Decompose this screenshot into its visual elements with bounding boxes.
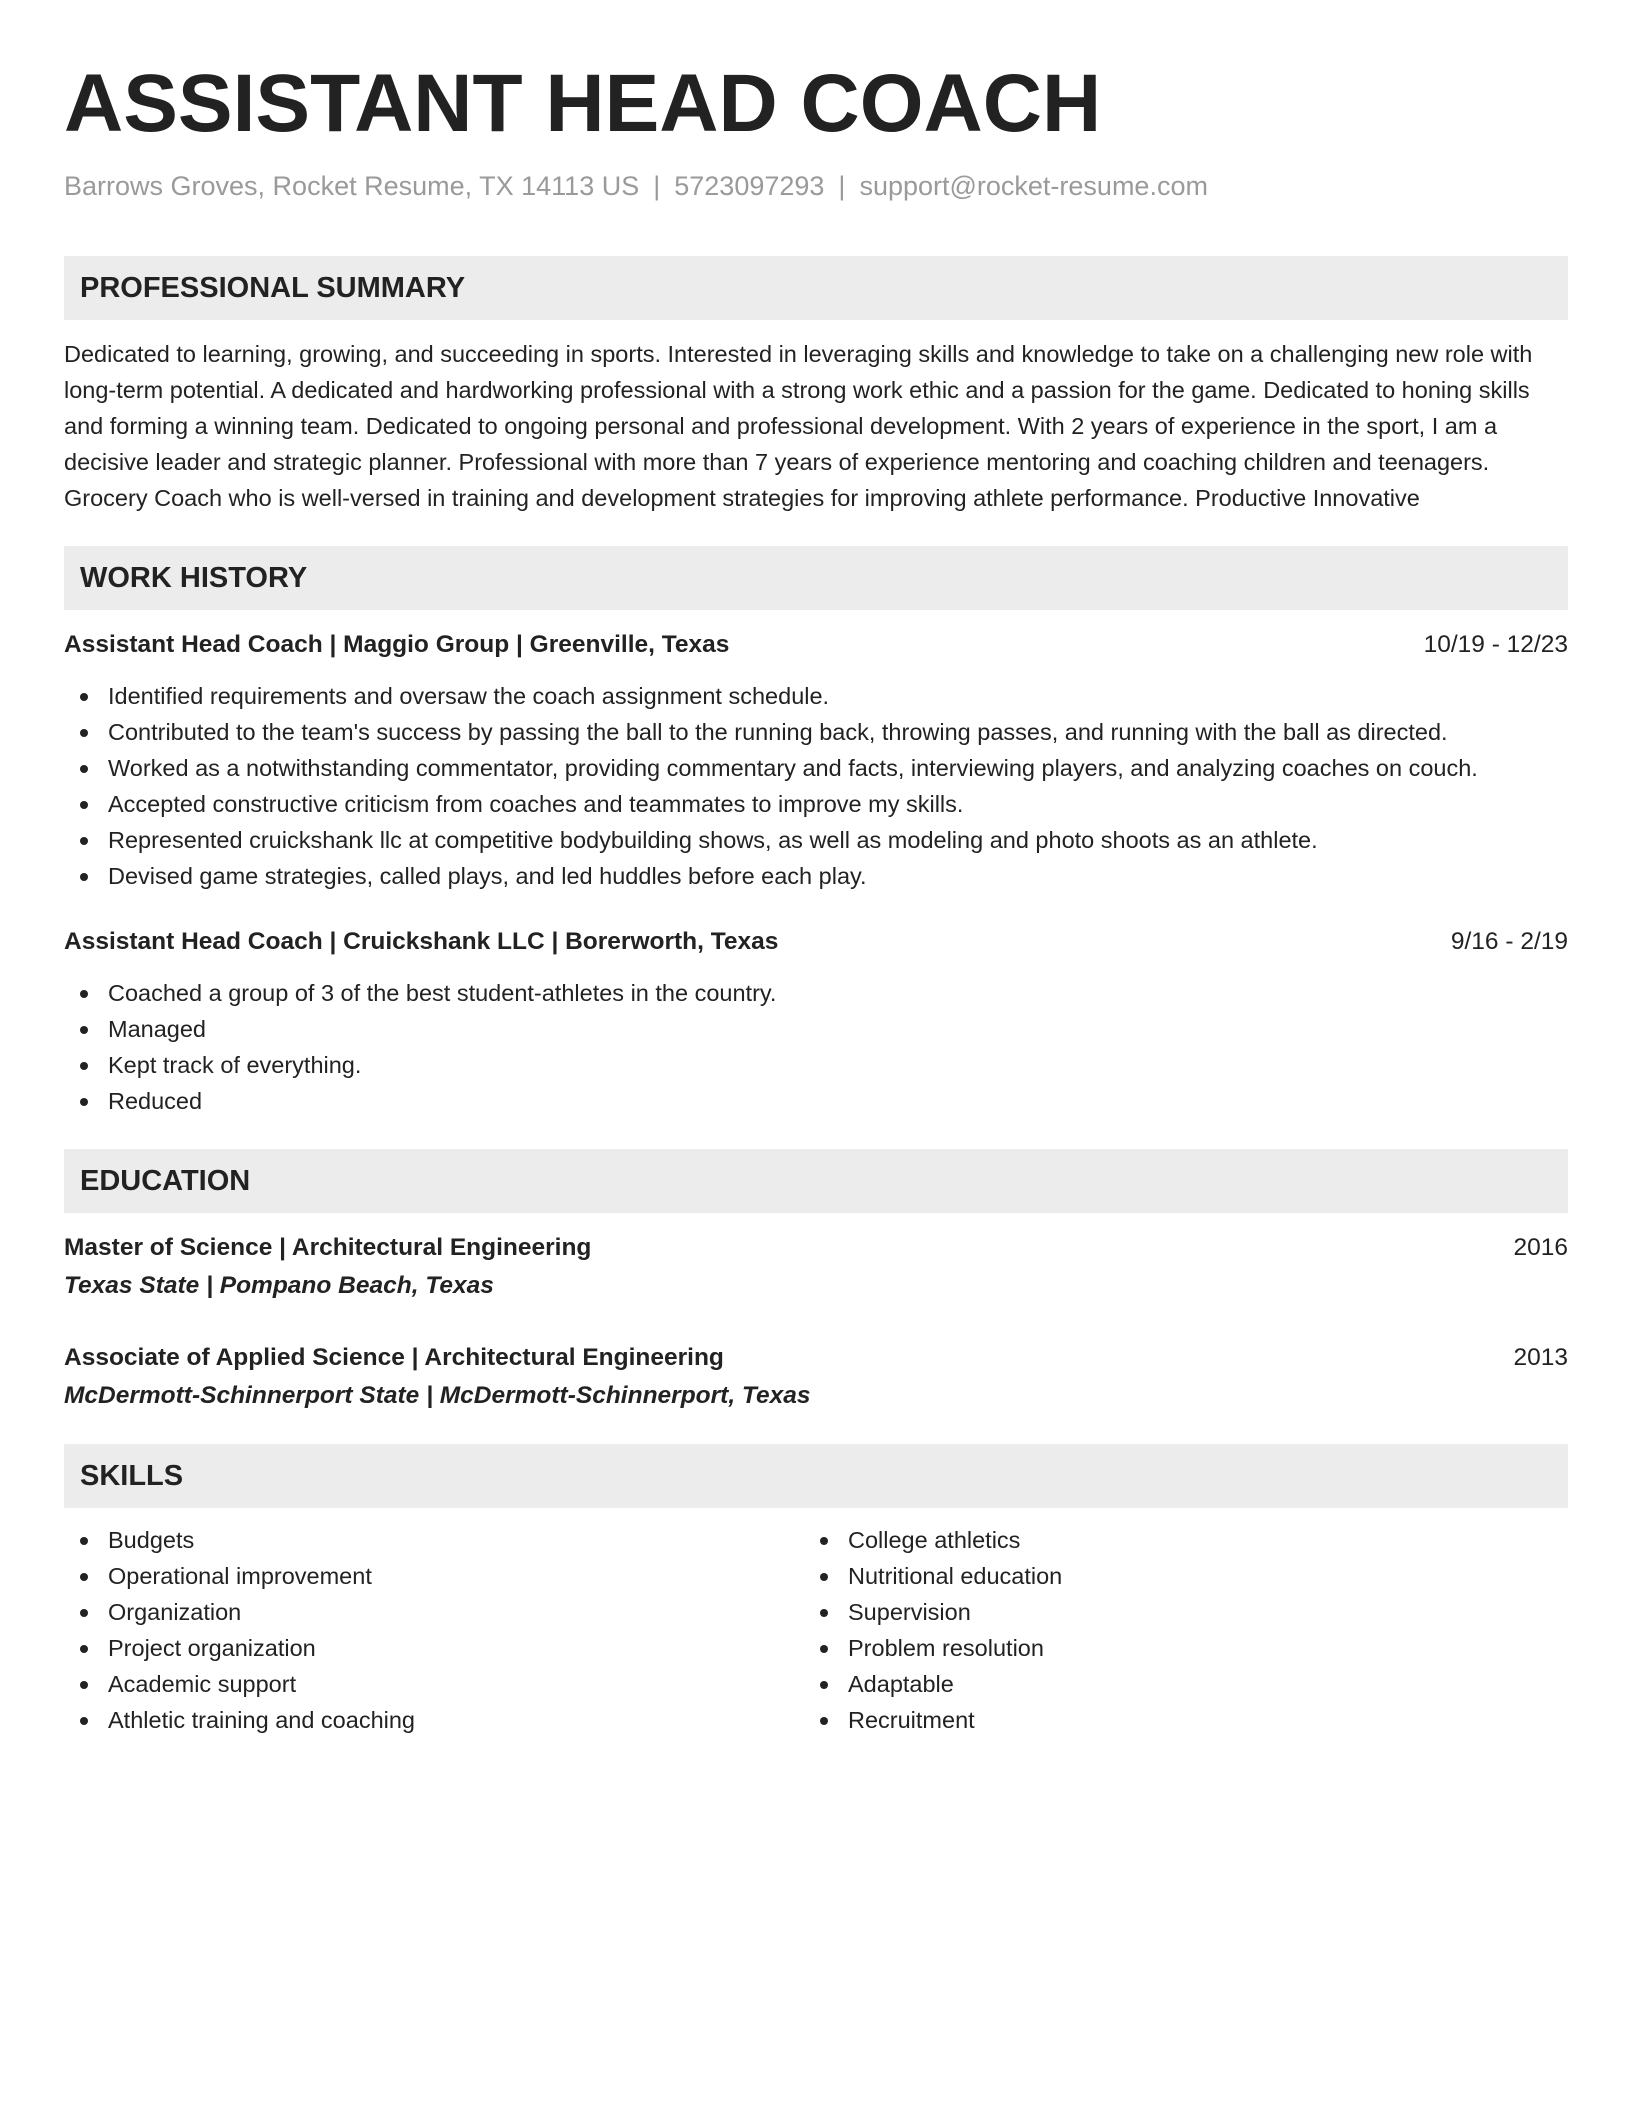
- section-heading-education: EDUCATION: [64, 1149, 1568, 1213]
- skill-item: Nutritional education: [804, 1558, 1544, 1594]
- skills-column-left: [64, 1522, 804, 1738]
- skills-grid: [64, 1522, 1568, 1738]
- section-heading-summary: PROFESSIONAL SUMMARY: [64, 256, 1568, 320]
- job-title: Assistant Head Coach | Cruickshank LLC | Borerworth, Texas: [64, 928, 779, 955]
- skills-list: [804, 1522, 1544, 1738]
- job-bullet: Identified requirements and oversaw the coach assignment schedule.: [64, 678, 1568, 714]
- section-heading-work: WORK HISTORY: [64, 546, 1568, 610]
- education-degree: Associate of Applied Science | Architectural Engineering: [64, 1344, 724, 1371]
- education-header: [64, 1340, 1568, 1376]
- section-heading-skills: SKILLS: [64, 1444, 1568, 1508]
- education-header: [64, 1230, 1568, 1266]
- skill-item: Recruitment: [804, 1702, 1544, 1738]
- job-bullet: Worked as a notwithstanding commentator, providing commentary and facts, interviewing players, and analyzing coaches on couch.: [64, 750, 1568, 786]
- job-bullet: Contributed to the team's success by passing the ball to the running back, throwing passes, and running with the ball as directed.: [64, 714, 1568, 750]
- skill-item: Athletic training and coaching: [64, 1702, 804, 1738]
- job-bullet: Accepted constructive criticism from coaches and teammates to improve my skills.: [64, 786, 1568, 822]
- job-dates: 9/16 - 2/19: [1450, 928, 1568, 955]
- candidate-name: ASSISTANT HEAD COACH: [64, 58, 1102, 149]
- skill-item: Budgets: [64, 1522, 804, 1558]
- skill-item: Organization: [64, 1594, 804, 1630]
- job-bullets: [64, 678, 1568, 894]
- job-bullet: Coached a group of 3 of the best student-athletes in the country.: [64, 975, 1568, 1011]
- contact-email: support@rocket-resume.com: [859, 171, 1208, 201]
- job-title: Assistant Head Coach | Maggio Group | Greenville, Texas: [64, 631, 730, 658]
- education-school: McDermott-Schinnerport State | McDermott-Schinnerport, Texas: [64, 1382, 811, 1409]
- education-school: Texas State | Pompano Beach, Texas: [64, 1272, 494, 1299]
- skill-item: Academic support: [64, 1666, 804, 1702]
- contact-address: Barrows Groves, Rocket Resume, TX 14113 US: [64, 171, 640, 201]
- skills-column-right: [804, 1522, 1544, 1738]
- job-bullet: Kept track of everything.: [64, 1047, 1568, 1083]
- contact-line: [64, 168, 1568, 204]
- skill-item: Problem resolution: [804, 1630, 1544, 1666]
- education-entry: [64, 1230, 1568, 1304]
- skills-list: [64, 1522, 804, 1738]
- contact-separator: |: [838, 171, 846, 201]
- contact-phone: 5723097293: [674, 171, 825, 201]
- education-entry: [64, 1340, 1568, 1414]
- job-entry: [64, 627, 1568, 894]
- skill-item: Operational improvement: [64, 1558, 804, 1594]
- skill-item: Adaptable: [804, 1666, 1544, 1702]
- skill-item: Project organization: [64, 1630, 804, 1666]
- job-entry: [64, 924, 1568, 1119]
- education-degree: Master of Science | Architectural Engineering: [64, 1234, 592, 1261]
- job-dates: 10/19 - 12/23: [1423, 631, 1568, 658]
- education-year: 2016: [1513, 1234, 1568, 1261]
- job-bullet: Managed: [64, 1011, 1568, 1047]
- summary-text: Dedicated to learning, growing, and succeeding in sports. Interested in leveraging skills and knowledge to take on a challenging new role with long-term potential. A dedicated and hardworking professional with a strong work ethic and a passion for the game. Dedicated to honing skills and forming a winning team. Dedicated to ongoing personal and professional development. With 2 years of experience in the sport, I am a decisive leader and strategic planner. Professional with more than 7 years of experience mentoring and coaching children and teenagers. Grocery Coach who is well-versed in training and development strategies for improving athlete performance. Productive Innovative: [64, 341, 1533, 511]
- job-bullet: Reduced: [64, 1083, 1568, 1119]
- job-bullet: Represented cruickshank llc at competitive bodybuilding shows, as well as modeling and photo shoots as an athlete.: [64, 822, 1568, 858]
- job-bullet: Devised game strategies, called plays, and led huddles before each play.: [64, 858, 1568, 894]
- education-year: 2013: [1513, 1344, 1568, 1371]
- job-header: [64, 627, 1568, 663]
- job-bullets: [64, 975, 1568, 1119]
- skill-item: Supervision: [804, 1594, 1544, 1630]
- skill-item: College athletics: [804, 1522, 1544, 1558]
- job-header: [64, 924, 1568, 960]
- contact-separator: |: [653, 171, 661, 201]
